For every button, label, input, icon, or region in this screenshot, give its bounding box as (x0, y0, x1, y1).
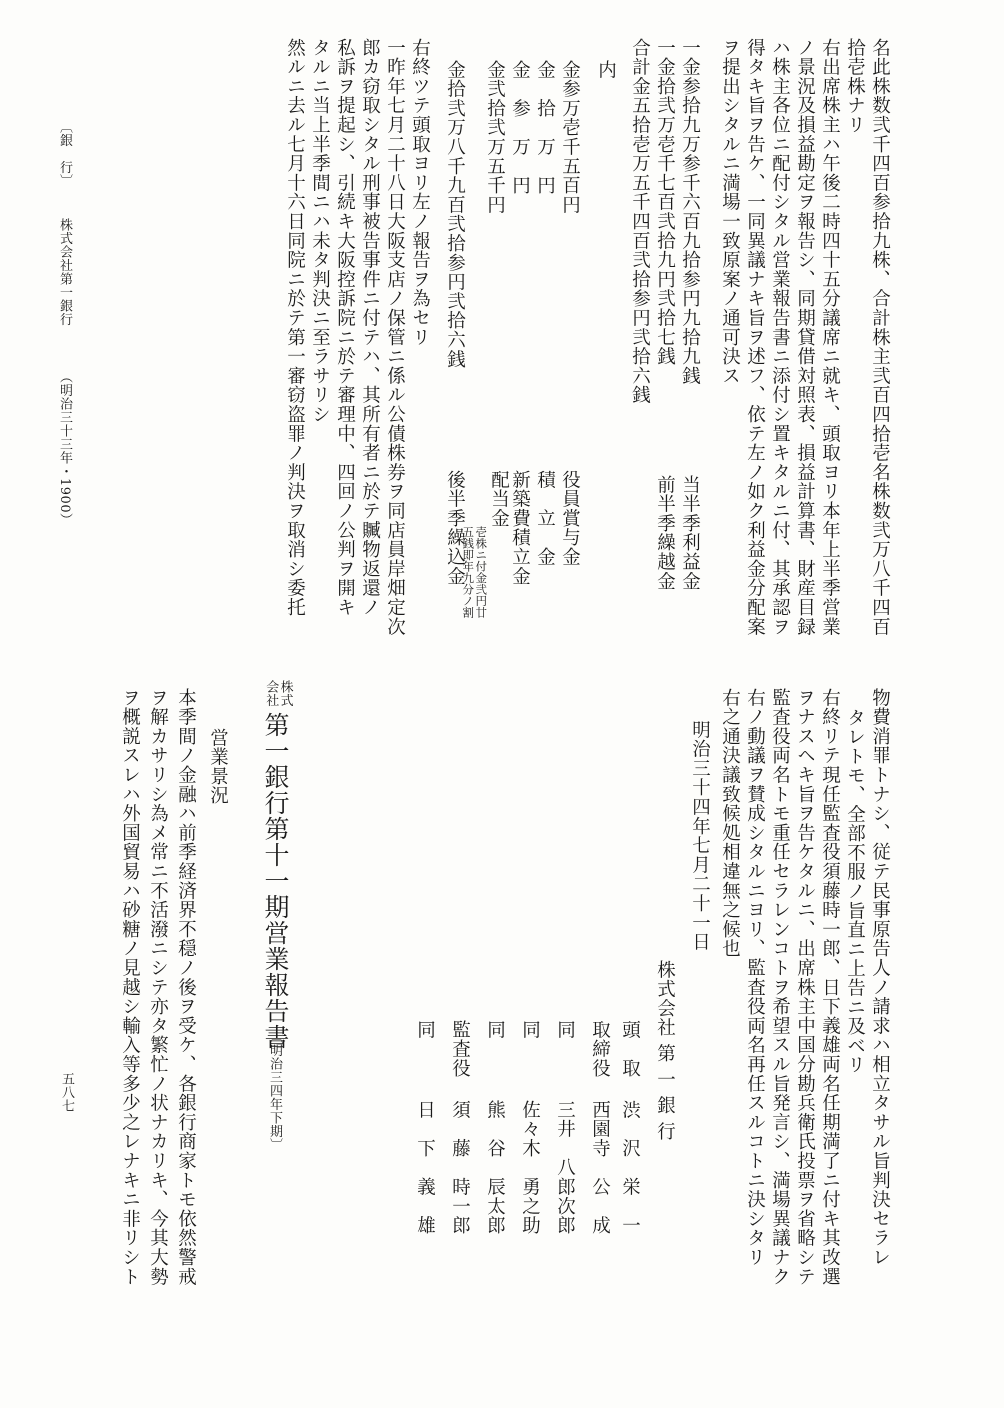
text-column: タレトモ、全部不服ノ旨直ニ上告ニ及ベリ (844, 708, 866, 1075)
text-column: 右之通決議致候処相違無之候也 (719, 688, 741, 959)
allocation-label: 役員賞与金 (559, 470, 581, 567)
text-column: 名此株数弐千四百参拾九株、合計株主弐百四拾壱名株数弐万八千四百 (869, 38, 891, 637)
allocation-amount: 金拾弐万八千九百弐拾参円弐拾六銭 (444, 60, 466, 369)
text-column: タルニ当上半季間ニハ未タ判決ニ至ラサリシ (309, 38, 331, 424)
text-column: 右出席株主ハ午後二時四十五分議席ニ就キ、頭取ヨリ本年上半季営業 (819, 38, 841, 637)
running-head-section: 〔銀 行〕 (57, 120, 72, 188)
allocation-label: 配当金 (488, 470, 510, 528)
text-column: 本季間ノ金融ハ前季経済界不穏ノ後ヲ受ケ、各銀行商家トモ依然警戒 (175, 688, 197, 1287)
report-prefix: 株式 会社 (263, 680, 293, 707)
text-column: 私訴ヲ提起シ、引続キ大阪控訴院ニ於テ審理中、四回ノ公判ヲ開キ (334, 38, 356, 617)
signatory-role: 取締役 (589, 1020, 611, 1078)
signatory-role: 同 (414, 1020, 436, 1040)
signatory-name: 三井 八郎次郎 (554, 1100, 576, 1236)
report-title: 第一銀行第十一期営業報告書 (261, 712, 290, 1050)
text-column: 拾壱株ナリ (844, 38, 866, 135)
allocation-note: 五銭即年九分ノ割 (461, 526, 476, 618)
date-line: 明治三十四年七月二十一日 (689, 720, 711, 952)
signatory-role: 同 (519, 1020, 541, 1040)
running-head-year: （明治三十三年・1900） (57, 370, 72, 527)
profit-amount: 一金参拾九万参千六百九拾参円九拾九銭 (679, 38, 701, 386)
text-column: 物費消罪トナシ、従テ民事原告人ノ請求ハ相立タサル旨判決セラレ (869, 688, 891, 1267)
text-column: 右終リテ現任監査役須藤時一郎、日下義雄両名任期満了ニ付キ其改選 (819, 688, 841, 1287)
allocation-amount: 金参万壱千五百円 (559, 60, 581, 215)
text-column: ハ株主各位ニ配付シタル営業報告書ニ添付シ置キタルニ付、其承認ヲ (769, 38, 791, 637)
signatory-name: 佐々木 勇之助 (519, 1100, 541, 1236)
section-heading: 営業景況 (207, 728, 229, 806)
text-column: 然ルニ去ル七月十六日同院ニ於テ第一審窃盗罪ノ判決ヲ取消シ委托 (284, 38, 306, 617)
company-signature: 株式会社 第 一 銀 行 (654, 960, 676, 1142)
allocation-label: 新築費積立金 (509, 470, 531, 586)
signatory-role: 同 (484, 1020, 506, 1040)
text-column: 右ノ動議ヲ賛成シタルニヨリ、監査役両名再任スルコトニ決シタリ (744, 688, 766, 1267)
allocation-amount: 金 参 万 円 (509, 60, 531, 196)
profit-label: 当半季利益金 (679, 475, 701, 591)
allocation-label: 積 立 金 (534, 470, 556, 567)
signatory-name: 日 下 義 雄 (414, 1100, 436, 1236)
signatory-name: 熊 谷 辰太郎 (484, 1100, 506, 1236)
signatory-name: 須 藤 時一郎 (449, 1100, 471, 1236)
allocation-note: 壱株ニ付金弐円廿 (474, 526, 489, 618)
text-column: ヲ解カサリシ為メ常ニ不活潑ニシテ亦タ繁忙ノ状ナカリキ、今其大勢 (147, 688, 169, 1287)
allocation-amount: 金 拾 万 円 (534, 60, 556, 196)
signatory-name: 西園寺 公 成 (589, 1100, 611, 1236)
profit-total: 合計金五拾壱万五千四百弐拾参円弐拾六銭 (629, 38, 651, 405)
running-head-company: 株式会社第一銀行 (57, 218, 72, 326)
text-column: ヲナスヘキ旨ヲ告ケタルニ、出席株主中国分勘兵衛氏投票ヲ省略シテ (794, 688, 816, 1287)
text-column: 得タキ旨ヲ告ケ、一同異議ナキ旨ヲ述フ、依テ左ノ如ク利益金分配案 (744, 38, 766, 637)
signatory-name: 渋 沢 栄 一 (619, 1100, 641, 1236)
text-column: ヲ提出シタルニ満場一致原案ノ通可決ス (719, 38, 741, 386)
text-column: 監査役両名トモ重任セラレンコトヲ希望スル旨発言シ、満場異議ナク (769, 688, 791, 1287)
profit-amount: 一金拾弐万壱千七百弐拾九円弐拾七銭 (654, 38, 676, 367)
profit-label: 前半季繰越金 (654, 475, 676, 591)
page-number: 五八七 (59, 1072, 74, 1113)
uchi-label: 内 (595, 60, 617, 80)
allocation-amount: 金弐拾弐万五千円 (484, 60, 506, 215)
text-column: 右終ツテ頭取ヨリ左ノ報告ヲ為セリ (409, 38, 431, 347)
allocation-label: 後半季繰込金 (444, 470, 466, 586)
text-column: 郎カ窃取シタル刑事被告事件ニ付テハ、其所有者ニ於テ贓物返還ノ (359, 38, 381, 617)
report-period: 〔明治三四年下期〕 (267, 1030, 282, 1152)
signatory-role: 監査役 (449, 1020, 471, 1078)
text-column: ノ景況及損益勘定ヲ報告シ、同期貸借対照表、損益計算書、財産目録 (794, 38, 816, 637)
signatory-role: 頭 取 (619, 1020, 641, 1078)
text-column: ヲ概説スレハ外国貿易ハ砂糖ノ見越シ輸入等多少之レナキニ非リシト (119, 688, 141, 1287)
signatory-role: 同 (554, 1020, 576, 1040)
text-column: 一昨年七月二十八日大阪支店ノ保管ニ係ル公債株券ヲ同店員岸畑定次 (384, 38, 406, 637)
